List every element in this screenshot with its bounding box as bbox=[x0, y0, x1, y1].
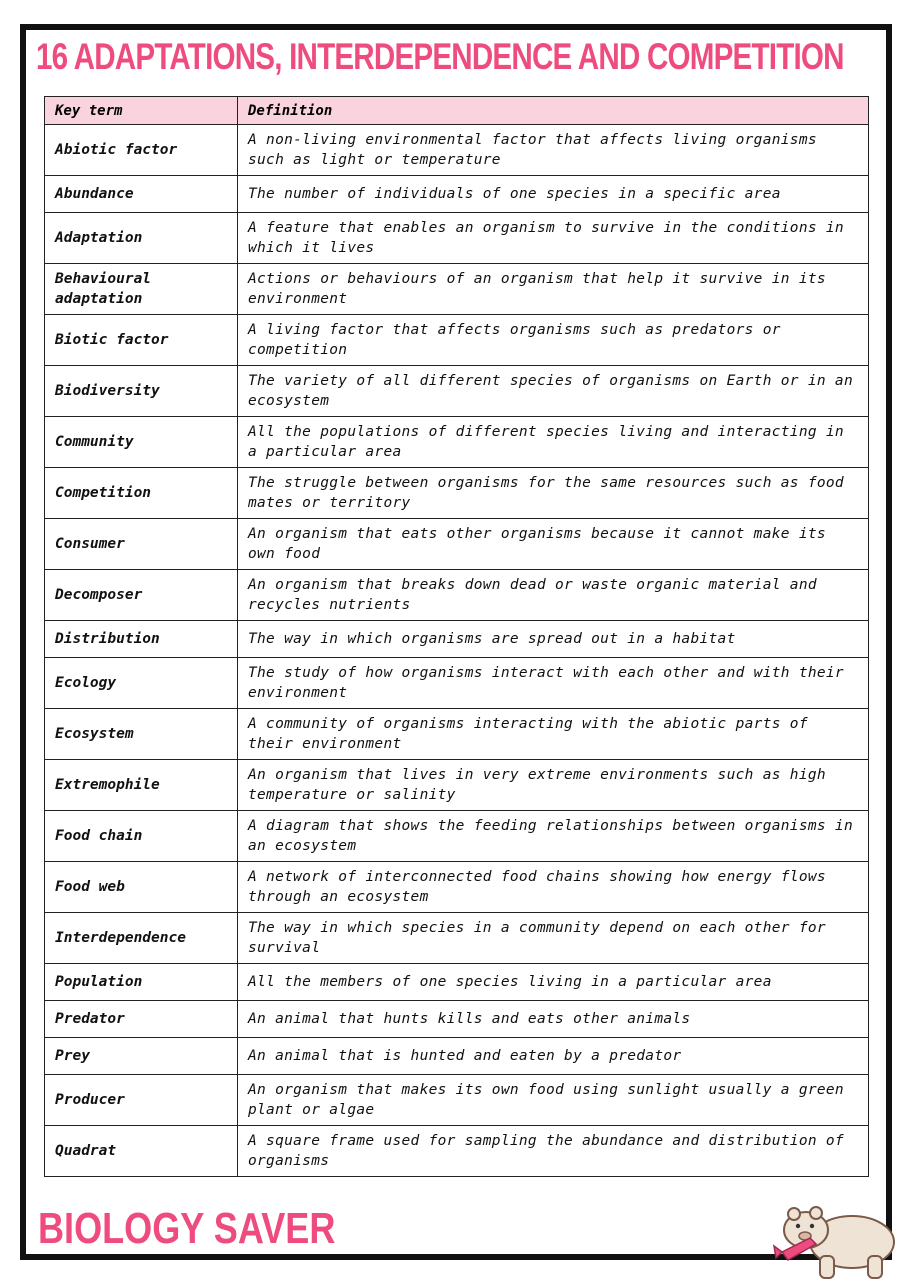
key-term-cell: Interdependence bbox=[45, 913, 238, 964]
definition-cell: A network of interconnected food chains showing how energy flows through an ecosystem bbox=[238, 862, 869, 913]
definition-cell: The number of individuals of one species in a specific area bbox=[238, 176, 869, 213]
key-term-cell: Consumer bbox=[45, 519, 238, 570]
key-term-cell: Food chain bbox=[45, 811, 238, 862]
header-key-term: Key term bbox=[45, 97, 238, 125]
logo-text: BIOLOGY SAVER bbox=[38, 1204, 336, 1253]
key-term-cell: Decomposer bbox=[45, 570, 238, 621]
bear-with-fish-icon bbox=[772, 1200, 900, 1282]
glossary-table bbox=[44, 96, 869, 1177]
key-term-cell: Distribution bbox=[45, 621, 238, 658]
definition-cell: The study of how organisms interact with each other and with their environment bbox=[238, 658, 869, 709]
table-row bbox=[45, 811, 869, 862]
table-row bbox=[45, 709, 869, 760]
key-term-cell: Extremophile bbox=[45, 760, 238, 811]
definition-cell: The variety of all different species of organisms on Earth or in an ecosystem bbox=[238, 366, 869, 417]
definition-cell: The way in which species in a community depend on each other for survival bbox=[238, 913, 869, 964]
definition-cell: A diagram that shows the feeding relationships between organisms in an ecosystem bbox=[238, 811, 869, 862]
definition-cell: An organism that makes its own food using sunlight usually a green plant or algae bbox=[238, 1075, 869, 1126]
definition-cell: A feature that enables an organism to survive in the conditions in which it lives bbox=[238, 213, 869, 264]
key-term-cell: Food web bbox=[45, 862, 238, 913]
table-row bbox=[45, 366, 869, 417]
key-term-cell: Biotic factor bbox=[45, 315, 238, 366]
key-term-cell: Ecology bbox=[45, 658, 238, 709]
table-row bbox=[45, 964, 869, 1001]
table-row bbox=[45, 315, 869, 366]
table-row bbox=[45, 125, 869, 176]
table-row bbox=[45, 760, 869, 811]
table-row bbox=[45, 658, 869, 709]
page-title: 16 ADAPTATIONS, INTERDEPENDENCE AND COMPETITION bbox=[36, 36, 844, 77]
definition-cell: An organism that lives in very extreme environments such as high temperature or salinity bbox=[238, 760, 869, 811]
definition-cell: A non-living environmental factor that affects living organisms such as light or temperature bbox=[238, 125, 869, 176]
key-term-cell: Abundance bbox=[45, 176, 238, 213]
definition-cell: All the populations of different species living and interacting in a particular area bbox=[238, 417, 869, 468]
definition-cell: An animal that is hunted and eaten by a predator bbox=[238, 1038, 869, 1075]
definition-cell: An animal that hunts kills and eats other animals bbox=[238, 1001, 869, 1038]
table-row bbox=[45, 1038, 869, 1075]
key-term-cell: Population bbox=[45, 964, 238, 1001]
definition-cell: Actions or behaviours of an organism that help it survive in its environment bbox=[238, 264, 869, 315]
key-term-cell: Prey bbox=[45, 1038, 238, 1075]
key-term-cell: Adaptation bbox=[45, 213, 238, 264]
biology-saver-logo bbox=[38, 1204, 335, 1254]
definition-cell: An organism that breaks down dead or waste organic material and recycles nutrients bbox=[238, 570, 869, 621]
key-term-cell: Quadrat bbox=[45, 1126, 238, 1177]
key-term-cell: Behavioural adaptation bbox=[45, 264, 238, 315]
table-row bbox=[45, 1001, 869, 1038]
key-term-cell: Ecosystem bbox=[45, 709, 238, 760]
key-term-cell: Predator bbox=[45, 1001, 238, 1038]
table-row bbox=[45, 468, 869, 519]
key-term-cell: Abiotic factor bbox=[45, 125, 238, 176]
table-row bbox=[45, 1126, 869, 1177]
table-row bbox=[45, 913, 869, 964]
definition-cell: A square frame used for sampling the abundance and distribution of organisms bbox=[238, 1126, 869, 1177]
table-row bbox=[45, 1075, 869, 1126]
key-term-cell: Community bbox=[45, 417, 238, 468]
definition-cell: A community of organisms interacting with the abiotic parts of their environment bbox=[238, 709, 869, 760]
definition-cell: The way in which organisms are spread out in a habitat bbox=[238, 621, 869, 658]
key-term-cell: Biodiversity bbox=[45, 366, 238, 417]
definition-cell: An organism that eats other organisms because it cannot make its own food bbox=[238, 519, 869, 570]
table-row bbox=[45, 417, 869, 468]
key-term-cell: Competition bbox=[45, 468, 238, 519]
header-definition: Definition bbox=[238, 97, 869, 125]
table-row bbox=[45, 519, 869, 570]
table-row bbox=[45, 570, 869, 621]
definition-cell: The struggle between organisms for the same resources such as food mates or territory bbox=[238, 468, 869, 519]
table-row bbox=[45, 213, 869, 264]
table-row bbox=[45, 621, 869, 658]
key-term-cell: Producer bbox=[45, 1075, 238, 1126]
table-row bbox=[45, 176, 869, 213]
definition-cell: A living factor that affects organisms such as predators or competition bbox=[238, 315, 869, 366]
table-row bbox=[45, 264, 869, 315]
table-header-row bbox=[45, 97, 869, 125]
definition-cell: All the members of one species living in a particular area bbox=[238, 964, 869, 1001]
table-row bbox=[45, 862, 869, 913]
